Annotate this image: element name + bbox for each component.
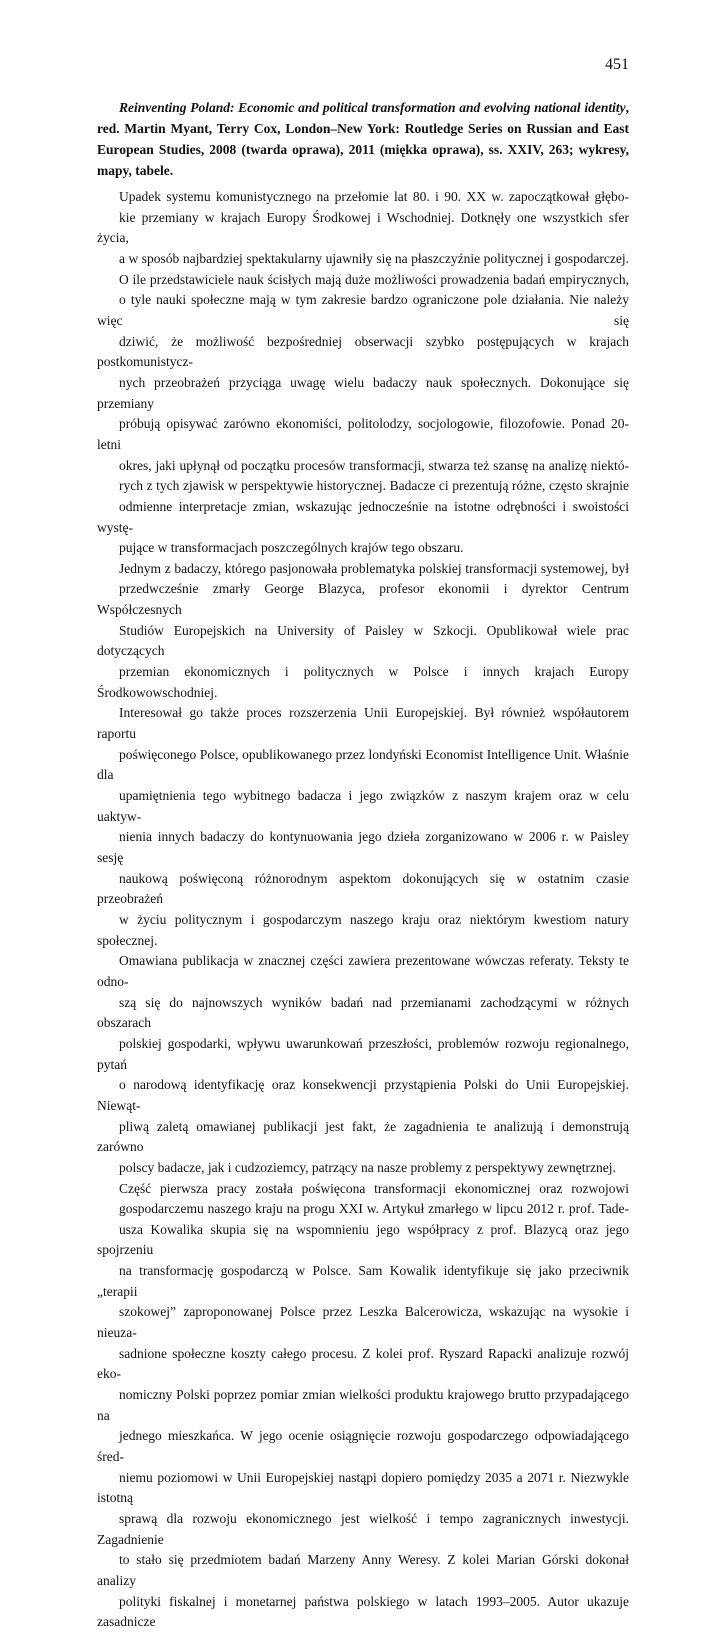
- text-line: Studiów Europejskich na University of Paisley w Szkocji. Opublikował wiele prac dotyczących: [97, 622, 629, 659]
- text-line: Jednym z badaczy, którego pasjonowała problematyka polskiej transformacji systemowej, był: [119, 560, 629, 576]
- text-line: polskiej gospodarki, wpływu uwarunkowań przeszłości, problemów rozwoju regionalnego, pytań: [97, 1035, 629, 1072]
- text-line: Interesował go także proces rozszerzenia Unii Europejskiej. Był również współautorem raportu: [97, 705, 629, 742]
- book-title: Reinventing Poland: Economic and political transformation and evolving national identity: [119, 100, 626, 115]
- text-line: gospodarczemu naszego kraju na progu XXI w. Artykuł zmarłego w lipcu 2012 r. prof. Tade-: [119, 1201, 629, 1217]
- text-line: upamiętnienia tego wybitnego badacza i jego związków z naszym krajem oraz w celu uaktyw-: [97, 788, 629, 824]
- text-line: kie przemiany w krajach Europy Środkowej i Wschodniej. Dotknęły one wszystkich sfer życia,: [97, 209, 629, 246]
- text-line: jednego mieszkańca. W jego ocenie osiągnięcie rozwoju gospodarczego odpowiadającego śred-: [97, 1428, 629, 1465]
- page-number: 451: [605, 56, 629, 73]
- text-line: Część pierwsza pracy została poświęcona transformacji ekonomicznej oraz rozwojowi: [119, 1180, 629, 1196]
- text-line: to stało się przedmiotem badań Marzeny Anny Weresy. Z kolei Marian Górski dokonał analizy: [97, 1552, 629, 1588]
- text-line: nomiczny Polski poprzez pomiar zmian wielkości produktu krajowego brutto przypadającego na: [97, 1387, 629, 1423]
- text-line: polityki fiskalnej i monetarnej państwa polskiego w latach 1993–2005. Autor ukazuje zasadnicze: [97, 1593, 629, 1630]
- text-line: Upadek systemu komunistycznego na przełomie lat 80. i 90. XX w. zapoczątkował głębo-: [119, 189, 629, 204]
- paragraph: [97, 187, 629, 559]
- text-line: rych z tych zjawisk w perspektywie historycznej. Badacze ci prezentują różne, często skrajnie: [119, 478, 629, 494]
- text-line: poświęconego Polsce, opublikowanego przez londyński Economist Intelligence Unit. Właśnie dla: [97, 746, 629, 783]
- text-line: próbują opisywać zarówno ekonomiści, politolodzy, socjologowie, filozofowie. Ponad 20-letni: [97, 416, 629, 452]
- text-line: okres, jaki upłynął od początku procesów transformacji, stwarza też szansę na analizę niektó-: [119, 457, 629, 473]
- text-line: niemu poziomowi w Unii Europejskiej nastąpi dopiero pomiędzy 2035 a 2071 r. Niezwykle istotną: [97, 1469, 629, 1506]
- text-line: o narodową identyfikację oraz konsekwencji przystąpienia Polski do Unii Europejskiej. Niewąt-: [97, 1077, 629, 1113]
- text-line: o tyle nauki społeczne mają w tym zakresie bardzo ograniczone pole działania. Nie należy więc się: [97, 292, 629, 328]
- book-details: , red. Martin Myant, Terry Cox, London–New York: Routledge Series on Russian and East European Studies, 2008 (twarda oprawa), 2011 (miękka oprawa), ss. XXIV, 263; wykresy, mapy, tabele.: [97, 100, 629, 178]
- text-line: odmienne interpretacje zmian, wskazując jednocześnie na istotne odrębności i swoistości wystę-: [97, 498, 629, 535]
- text-line: pliwą zaletą omawianej publikacji jest fakt, że zagadnienia te analizują i demonstrują zarówno: [97, 1118, 629, 1155]
- text-line: dziwić, że możliwość bezpośredniej obserwacji szybko postępujących w krajach postkomunistycz-: [97, 333, 629, 370]
- text-line: przedwcześnie zmarły George Blazyca, profesor ekonomii i dyrektor Centrum Współczesnych: [97, 581, 629, 618]
- text-line: polscy badacze, jak i cudzoziemcy, patrzący na nasze problemy z perspektywy zewnętrznej.: [119, 1159, 616, 1175]
- text-line: na transformację gospodarczą w Polsce. Sam Kowalik identyfikuje się jako przeciwnik „terapii: [97, 1263, 629, 1299]
- text-line: szą się do najnowszych wyników badań nad przemianami zachodzącymi w różnych obszarach: [97, 994, 629, 1031]
- text-line: sadnione społeczne koszty całego procesu. Z kolei prof. Ryszard Rapacki analizuje rozwój eko-: [97, 1345, 629, 1382]
- paragraph: [97, 1179, 629, 1633]
- text-line: Omawiana publikacja w znacznej części zawiera prezentowane wówczas referaty. Teksty te odno-: [97, 953, 629, 989]
- text-line: pujące w transformacjach poszczególnych krajów tego obszaru.: [119, 540, 464, 556]
- text-line: przemian ekonomicznych i politycznych w Polsce i innych krajach Europy Środkowowschodniej.: [97, 664, 629, 700]
- review-body: [97, 187, 629, 1633]
- text-line: w życiu politycznym i gospodarczym naszego kraju oraz niektórym kwestiom natury społecznej.: [97, 911, 629, 948]
- review-heading: [97, 97, 629, 181]
- paragraph: [97, 559, 629, 1179]
- text-line: usza Kowalika skupia się na wspomnieniu jego współpracy z prof. Blazycą oraz jego spojrzeniu: [97, 1221, 629, 1258]
- text-line: nienia innych badaczy do kontynuowania jego dzieła zorganizowano w 2006 r. w Paisley sesję: [97, 829, 629, 865]
- text-line: szokowej” zaproponowanej Polsce przez Leszka Balcerowicza, wskazując na wysokie i nieuza-: [97, 1304, 629, 1341]
- text-line: a w sposób najbardziej spektakularny ujawniły się na płaszczyźnie politycznej i gospodarczej.: [119, 250, 629, 266]
- text-line: naukową poświęconą różnorodnym aspektom dokonujących się w ostatnim czasie przeobrażeń: [97, 870, 629, 907]
- text-line: O ile przedstawiciele nauk ścisłych mają duże możliwości prowadzenia badań empirycznych,: [119, 271, 629, 287]
- text-line: sprawą dla rozwoju ekonomicznego jest wielkość i tempo zagranicznych inwestycji. Zagadnienie: [97, 1511, 629, 1547]
- text-line: nych przeobrażeń przyciąga uwagę wielu badaczy nauk społecznych. Dokonujące się przemiany: [97, 374, 629, 411]
